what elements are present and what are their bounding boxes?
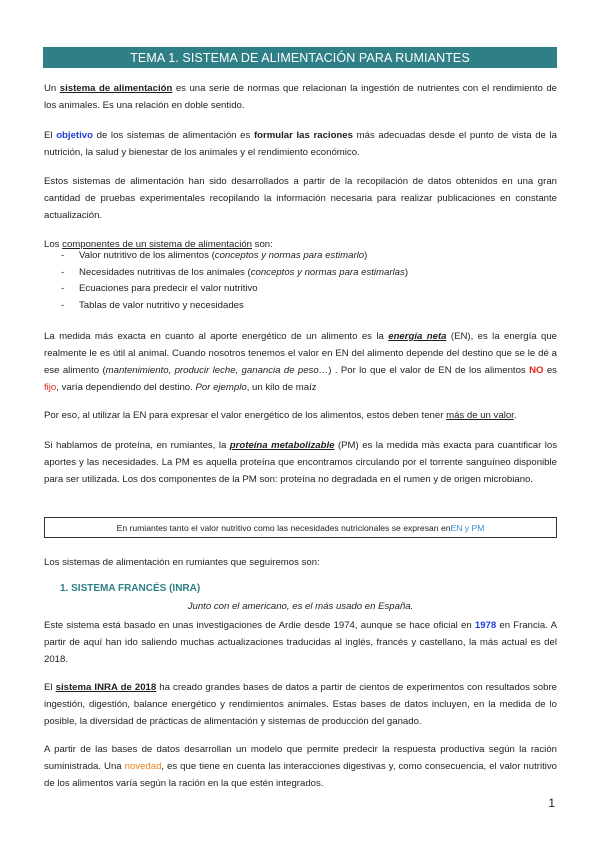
list-item: - Ecuaciones para predecir el valor nutritivo bbox=[61, 283, 258, 294]
paragraph-proteina: Si hablamos de proteína, en rumiantes, la proteína metabolizable (PM) es la medida más exacta para cuantificar los aportes y las necesidades. La PM es aquella proteína que encontramos circulando por el torrente sanguíneo disponible para ser utilizada. Los dos componentes de la PM son: proteína no degradada en el rumen y de origen microbiano. bbox=[44, 440, 558, 485]
paragraph-inra-2018: El sistema INRA de 2018 ha creado grandes bases de datos a partir de cientos de experimentos con resultados sobre ingestión, digestión, balance energético y rendimientos animales. Estas bases de datos incluyen, en la medida de lo posible, la diversidad de prácticas de alimentación y sistemas de producción del ganado. bbox=[44, 682, 557, 727]
paragraph-energia-neta: La medida más exacta en cuanto al aporte energético de un alimento es la energía neta (EN), es la energía que realmente le es útil al animal. Cuando nosotros tenemos el valor en EN del alimento depende del destino que se le dé a ese alimento (mantenimiento, producir leche, ganancia de peso…) . Por lo que el valor de EN de los alimentos NO es fijo, varía dependiendo del destino. Por ejemplo, un kilo de maíz bbox=[44, 331, 557, 393]
subtitle: Junto con el americano, es el más usado en España. bbox=[187, 601, 414, 612]
paragraph-definition: Un sistema de alimentación es una serie de normas que relacionan la ingestión de nutrientes con el rendimiento de los animales. Es una relación en doble sentido. bbox=[44, 83, 557, 111]
list-item: - Valor nutritivo de los alimentos (conceptos y normas para estimarlo) bbox=[61, 250, 368, 261]
section-heading: 1. SISTEMA FRANCÉS (INRA) bbox=[60, 583, 201, 594]
term-sistema: sistema de alimentación bbox=[59, 83, 173, 94]
page-title: TEMA 1. SISTEMA DE ALIMENTACIÓN PARA RUMIANTES bbox=[43, 47, 557, 68]
components-list bbox=[44, 248, 557, 314]
page-number: 1 bbox=[548, 796, 555, 810]
paragraph-objetivo: El objetivo de los sistemas de alimentación es formular las raciones más adecuadas desde el punto de vista de la nutrición, la salud y bienestar de los animales y el rendimiento económico. bbox=[44, 130, 558, 158]
highlight-box: En rumiantes tanto el valor nutritivo como las necesidades nutricionales se expresan en EN y PM bbox=[44, 517, 557, 538]
paragraph-componentes: Los componentes de un sistema de alimentación son: bbox=[44, 239, 273, 250]
paragraph-valor: Por eso, al utilizar la EN para expresar el valor energético de los alimentos, estos deben tener más de un valor. bbox=[44, 410, 517, 421]
paragraph-modelo: A partir de las bases de datos desarrollan un modelo que permite predecir la respuesta productiva según la ración suministrada. Una novedad, es que tiene en cuenta las interacciones digestivas y, como consecuencia, el valor nutritivo de los alimentos varía según la ración en la que estén integrados. bbox=[44, 744, 558, 789]
list-item: - Necesidades nutritivas de los animales (conceptos y normas para estimarlas) bbox=[61, 266, 409, 278]
paragraph-inra-historia: Este sistema está basado en unas investigaciones de Ardie desde 1974, aunque se hace oficial en 1978 en Francia. A partir de aquí han ido saliendo muchas actualizaciones traducidas al inglés, francés y castellano, la más actual es del 2018. bbox=[44, 620, 557, 665]
paragraph-desarrollo: Estos sistemas de alimentación han sido desarrollados a partir de la recopilación de datos obtenidos en una gran cantidad de pruebas experimentales recopilando la información necesaria para realizar publicaciones en constante actualización. bbox=[44, 176, 557, 221]
list-item: - Tablas de valor nutritivo y necesidades bbox=[61, 299, 244, 311]
paragraph-sistemas: Los sistemas de alimentación en rumiantes que seguiremos son: bbox=[44, 557, 320, 568]
term-objetivo: objetivo bbox=[56, 130, 93, 141]
